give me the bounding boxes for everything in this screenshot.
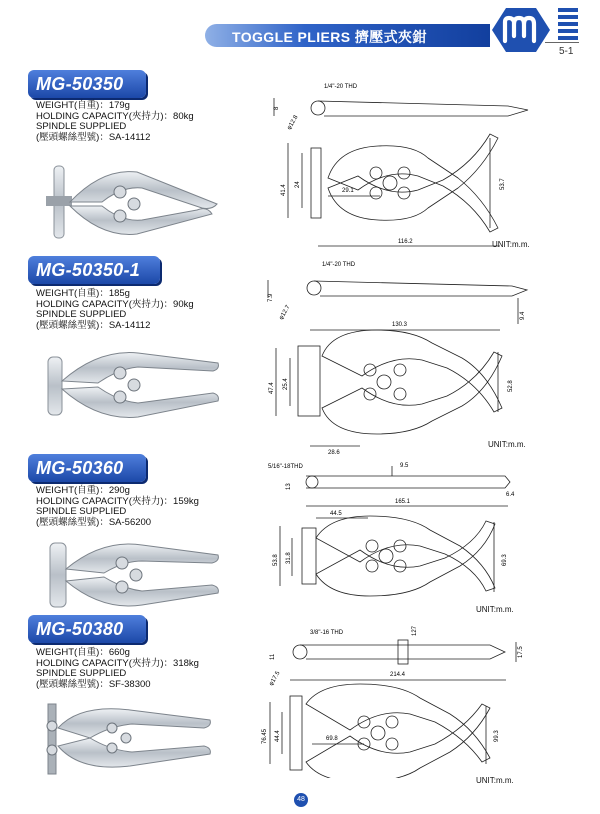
dim-d7: 116.2 (398, 239, 413, 245)
dim-d6: 53.8 (273, 554, 279, 566)
spec-spindle-model: (壓頭螺絲型號)：SA-56200 (36, 516, 152, 528)
product-photo-mg-50350 (42, 158, 222, 246)
header-stripes (558, 8, 578, 43)
unit-label-mg-50380: UNIT:m.m. (476, 776, 514, 785)
page-code: 5-1 (559, 46, 574, 57)
company-logo-icon (492, 6, 550, 54)
product-photo-mg-50360 (42, 535, 222, 615)
dim-d3: 41.4 (281, 184, 287, 196)
model-label: MG-50380 (36, 619, 124, 639)
dim-thread: 1/4"-20 THD (322, 262, 356, 268)
dim-d9: 99.3 (494, 730, 500, 742)
spec-capacity: HOLDING CAPACITY(夾持力)：318kg (36, 657, 199, 669)
specs-mg-50380 (36, 648, 199, 690)
specs-mg-50350 (36, 101, 194, 143)
dim-thread: 3/8"-16 THD (310, 630, 344, 636)
page-number: 48 (294, 793, 308, 807)
dim-d3: 11 (270, 653, 276, 660)
dim-d3: 9.4 (520, 311, 526, 320)
model-badge-mg-50350-1 (28, 256, 160, 284)
dim-thread: 5/16"-18THD (268, 464, 303, 470)
dim-d8: 28.6 (328, 450, 340, 456)
spec-spindle: SPINDLE SUPPLIED (36, 506, 127, 518)
dim-d1: 9.5 (400, 463, 409, 469)
page-code-rule (545, 42, 579, 43)
dim-d2: φ12.8 (286, 114, 300, 131)
dim-d8: 69.8 (326, 736, 338, 742)
dim-d3: 6.4 (506, 492, 515, 498)
dim-d7: 52.8 (508, 380, 514, 392)
drawing-mg-50350 (268, 78, 558, 254)
dim-d6: 76.45 (262, 728, 268, 744)
spec-spindle: SPINDLE SUPPLIED (36, 121, 127, 133)
dim-d5: 29.1 (342, 188, 354, 194)
model-label: MG-50360 (36, 458, 124, 478)
dim-thread: 1/4"-20 THD (324, 84, 358, 90)
product-photo-mg-50380 (40, 698, 220, 778)
model-label: MG-50350-1 (36, 260, 141, 280)
product-photo-mg-50350-1 (38, 345, 223, 425)
drawing-mg-50350-1 (262, 258, 557, 456)
unit-label-mg-50360: UNIT:m.m. (476, 605, 514, 614)
spec-spindle-model: (壓頭螺絲型號)：SA-14112 (36, 319, 151, 331)
dim-d7: 44.4 (275, 730, 281, 742)
dim-d5: 47.4 (269, 382, 275, 394)
dim-d8: 69.3 (502, 554, 508, 566)
dim-d1: 8 (274, 106, 280, 110)
spec-weight: WEIGHT(自重)：179g (36, 100, 130, 111)
spec-spindle-model: (壓頭螺絲型號)：SA-14112 (36, 131, 151, 143)
dim-d2: φ12.7 (278, 304, 292, 321)
spec-weight: WEIGHT(自重)：185g (36, 288, 130, 299)
spec-capacity: HOLDING CAPACITY(夾持力)：159kg (36, 495, 199, 507)
unit-label-mg-50350: UNIT:m.m. (492, 240, 530, 249)
dim-d1: 7.9 (268, 293, 274, 302)
spec-spindle-model: (壓頭螺絲型號)：SF-38300 (36, 678, 151, 690)
spec-capacity: HOLDING CAPACITY(夾持力)：90kg (36, 298, 194, 310)
spec-capacity: HOLDING CAPACITY(夾持力)：80kg (36, 110, 194, 122)
dim-d6: 53.7 (500, 178, 506, 190)
specs-mg-50350-1 (36, 289, 194, 331)
spec-weight: WEIGHT(自重)：660g (36, 647, 130, 658)
model-badge-mg-50360 (28, 454, 146, 482)
dim-d5: 44.5 (330, 511, 342, 517)
model-badge-mg-50380 (28, 615, 146, 643)
dim-d4: 17.5 (518, 646, 524, 658)
page-title: TOGGLE PLIERS 擠壓式夾鉗 (232, 29, 427, 45)
spec-spindle: SPINDLE SUPPLIED (36, 668, 127, 680)
unit-label-mg-50350-1: UNIT:m.m. (488, 440, 526, 449)
dim-d2: 13 (286, 483, 292, 490)
dim-d4: 165.1 (395, 499, 411, 505)
model-badge-mg-50350 (28, 70, 146, 98)
spec-weight: WEIGHT(自重)：290g (36, 485, 130, 496)
drawing-mg-50380 (250, 618, 535, 778)
drawing-mg-50360 (250, 458, 530, 608)
dim-d7: 31.8 (286, 552, 292, 564)
model-label: MG-50350 (36, 74, 124, 94)
spec-spindle: SPINDLE SUPPLIED (36, 309, 127, 321)
dim-d2: φ17.5 (268, 670, 282, 687)
dim-d6: 25.4 (283, 378, 289, 390)
dim-d1: 127 (412, 625, 418, 636)
dim-d4: 24 (295, 181, 301, 188)
specs-mg-50360 (36, 486, 199, 528)
dim-d5: 214.4 (390, 672, 406, 678)
dim-d4: 130.3 (392, 322, 408, 328)
